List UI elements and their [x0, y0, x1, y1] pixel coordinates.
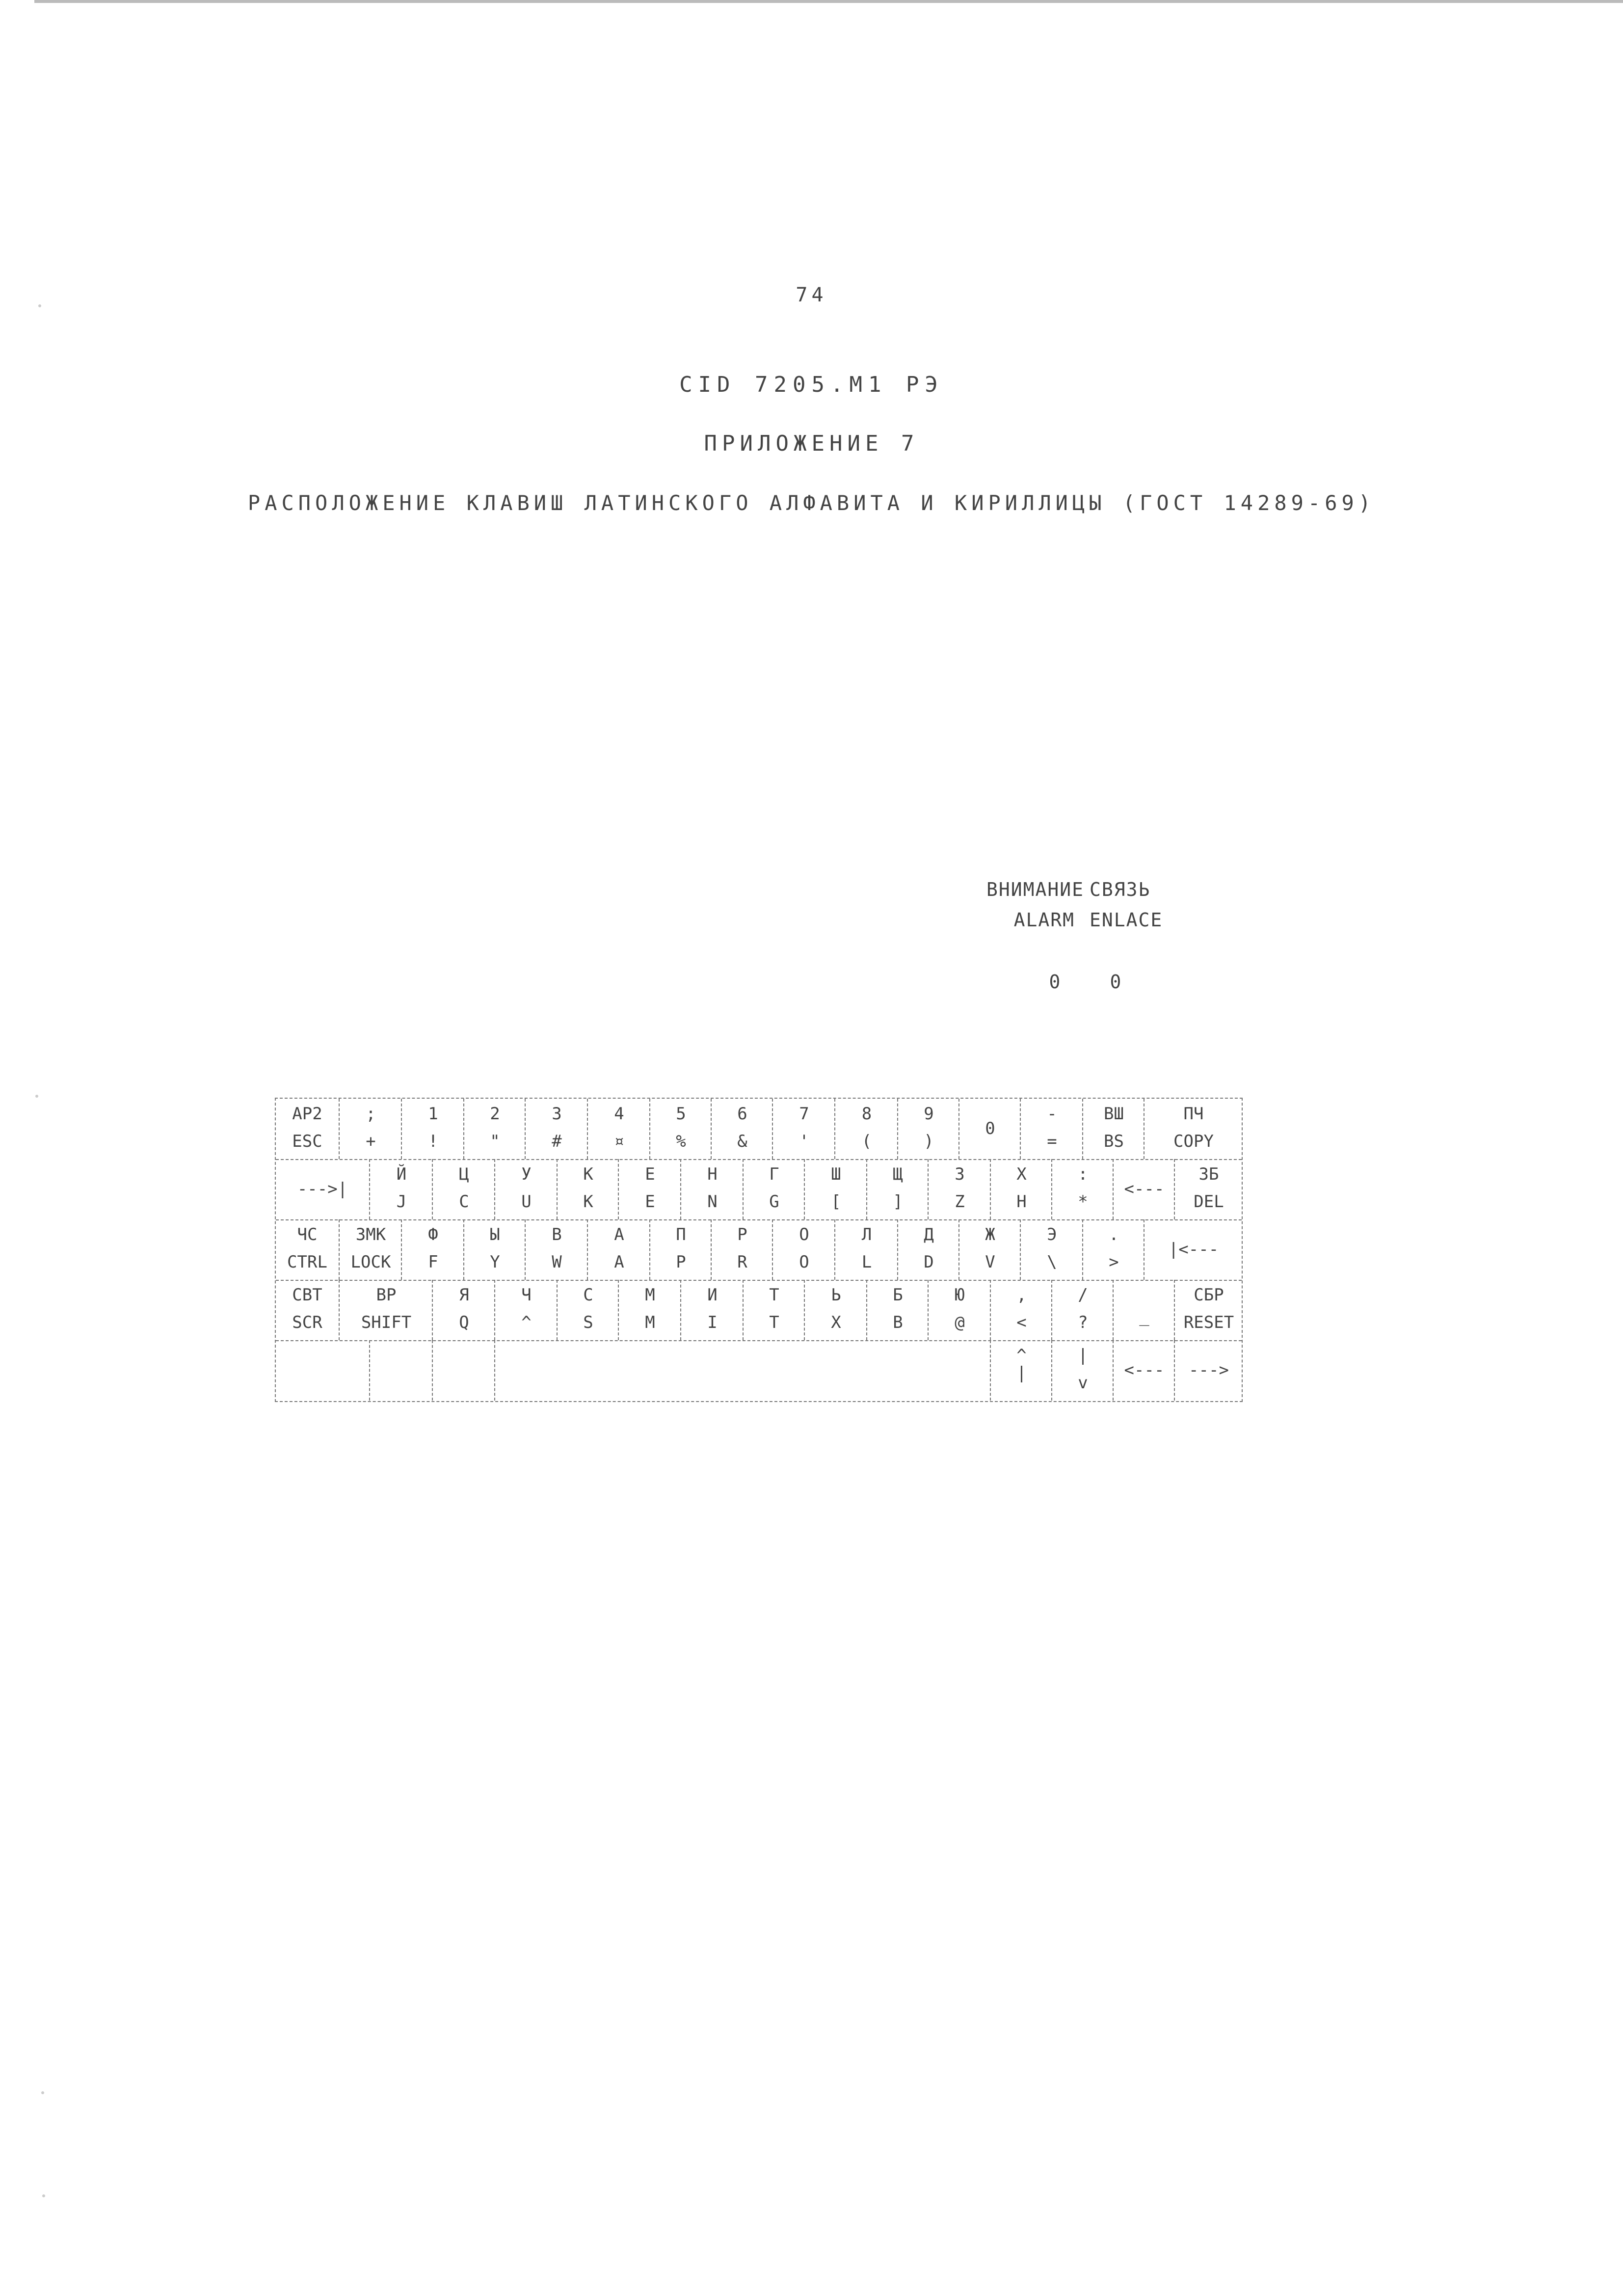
indicator-alarm-label-en: ALARM: [1013, 909, 1075, 931]
key-l: Л L: [834, 1219, 898, 1280]
key-s: С S: [557, 1280, 619, 1340]
appendix-heading: ПРИЛОЖЕНИЕ 7: [704, 431, 919, 456]
key-scr: СВТ SCR: [292, 1285, 322, 1332]
key-arrow-right: --->: [1174, 1340, 1243, 1401]
key-colon: : *: [1051, 1159, 1114, 1219]
key-b: Б B: [866, 1280, 929, 1340]
key-g: Г G: [743, 1159, 805, 1219]
key-space: [494, 1340, 991, 1401]
key-delete: ЗБ DEL: [1174, 1159, 1243, 1219]
keyboard-row: [276, 1099, 1242, 1160]
indicator-link-label-ru: СВЯЗЬ: [1090, 879, 1151, 900]
key-shift: ВР SHIFT: [339, 1280, 433, 1340]
indicator-link-label-en: ENLACE: [1090, 909, 1163, 931]
top-border-line: [34, 0, 1623, 3]
key-k: К K: [557, 1159, 619, 1219]
scan-speck: [35, 1095, 38, 1098]
key-3: 3 #: [525, 1099, 588, 1159]
key-ctrl: ЧС CTRL: [287, 1225, 327, 1272]
key-e: Е E: [618, 1159, 681, 1219]
key-5: 5 %: [649, 1099, 712, 1159]
key-lock: ЗМК LOCK: [339, 1219, 402, 1280]
key-x: Ь X: [804, 1280, 867, 1340]
page-title: РАСПОЛОЖЕНИЕ КЛАВИШ ЛАТИНСКОГО АЛФАВИТА И КИРИЛЛИЦЫ (ГОСТ 14289-69): [247, 491, 1376, 515]
indicator-alarm-lamp: 0: [1049, 971, 1062, 993]
key-period: . >: [1082, 1219, 1144, 1280]
key-v: Ж V: [958, 1219, 1021, 1280]
key-comma: , <: [990, 1280, 1052, 1340]
key-underscore: _: [1113, 1280, 1175, 1340]
key-w: В W: [525, 1219, 588, 1280]
key-arrow-down: | v: [1051, 1340, 1114, 1401]
key-r: Р R: [711, 1219, 773, 1280]
keyboard-row: [276, 1340, 1242, 1401]
key-d: Д D: [897, 1219, 959, 1280]
indicator-link: [1090, 879, 1168, 931]
key-2: 2 ": [463, 1099, 526, 1159]
key-tab: --->|: [297, 1179, 348, 1199]
key-y: Ы Y: [463, 1219, 526, 1280]
key-blank: [432, 1340, 495, 1401]
key-4: 4 ¤: [587, 1099, 650, 1159]
key-j: Й J: [369, 1159, 433, 1219]
key-minus: - =: [1020, 1099, 1083, 1159]
key-enter-arrow: |<---: [1144, 1219, 1243, 1280]
key-arrow-left: <---: [1113, 1340, 1175, 1401]
key-blank: [276, 1340, 369, 1401]
page-number: 74: [796, 284, 827, 306]
key-i: И I: [680, 1280, 744, 1340]
key-n: Н N: [680, 1159, 744, 1219]
key-a: А A: [587, 1219, 650, 1280]
key-copy: ПЧ COPY: [1144, 1099, 1243, 1159]
key-reset: СБР RESET: [1174, 1280, 1243, 1340]
document-id: CID 7205.M1 РЭ: [679, 372, 944, 397]
indicator-alarm-label-ru: ВНИМАНИЕ: [986, 879, 1085, 900]
indicator-alarm: [986, 879, 1085, 931]
key-o: О O: [772, 1219, 835, 1280]
key-return-arrow: <---: [1113, 1159, 1175, 1219]
key-c: Ц C: [432, 1159, 495, 1219]
key-at: Ю @: [928, 1280, 991, 1340]
key-caret: Ч ^: [494, 1280, 558, 1340]
scan-speck: [41, 2091, 44, 2094]
keyboard-row: [276, 1219, 1242, 1281]
key-p: П P: [649, 1219, 712, 1280]
key-m: М M: [618, 1280, 681, 1340]
key-z: З Z: [928, 1159, 991, 1219]
keyboard-row: [276, 1280, 1242, 1341]
key-q: Я Q: [432, 1280, 495, 1340]
key-right-bracket: Щ ]: [866, 1159, 929, 1219]
key-backspace: ВШ BS: [1082, 1099, 1144, 1159]
key-left-bracket: Ш [: [804, 1159, 867, 1219]
key-h: Х H: [990, 1159, 1052, 1219]
key-u: У U: [494, 1159, 558, 1219]
key-backslash: Э \: [1020, 1219, 1083, 1280]
key-9: 9 ): [897, 1099, 959, 1159]
keyboard-layout: [275, 1098, 1243, 1402]
key-7: 7 ': [772, 1099, 835, 1159]
key-esc: АР2 ESC: [292, 1104, 322, 1151]
key-slash: / ?: [1051, 1280, 1114, 1340]
key-arrow-up: ^ |: [990, 1340, 1052, 1401]
key-1: 1 !: [401, 1099, 464, 1159]
indicator-link-lamp: 0: [1110, 971, 1122, 993]
key-6: 6 &: [711, 1099, 773, 1159]
scan-speck: [42, 2194, 45, 2197]
scan-speck: [38, 304, 41, 307]
keyboard-row: [276, 1159, 1242, 1220]
key-t: Т T: [743, 1280, 805, 1340]
key-0: 0: [958, 1099, 1021, 1159]
key-blank: [369, 1340, 433, 1401]
key-8: 8 (: [834, 1099, 898, 1159]
key-semicolon: ; +: [339, 1099, 402, 1159]
key-f: Ф F: [401, 1219, 464, 1280]
